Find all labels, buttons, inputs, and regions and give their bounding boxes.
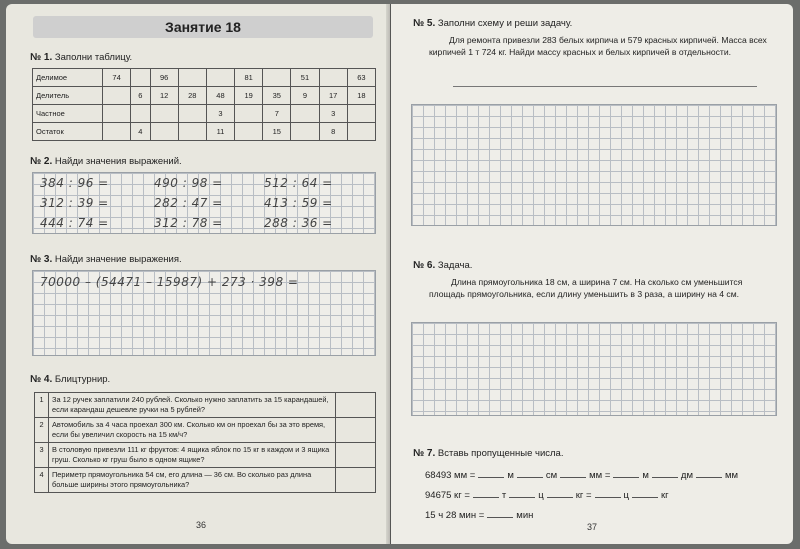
task4-heading	[30, 374, 110, 385]
task1-number: № 1.	[30, 52, 53, 63]
unit-label: мм	[724, 470, 739, 481]
blank-field[interactable]	[547, 490, 573, 498]
unit-label: ц	[538, 490, 544, 501]
blitz-row	[35, 417, 376, 442]
left-page-number: 36	[196, 520, 207, 530]
table-cell: 74	[103, 69, 131, 87]
task6-grid[interactable]	[411, 322, 777, 416]
table-cell: 18	[347, 87, 375, 105]
table-cell: 35	[263, 87, 291, 105]
blitz-answer-cell[interactable]	[336, 442, 376, 467]
expression: 312 : 78 =	[154, 216, 223, 230]
table-cell: 48	[206, 87, 234, 105]
table-cell[interactable]	[103, 105, 131, 123]
task3-heading	[30, 254, 182, 265]
table-row	[33, 105, 376, 123]
row-label: Остаток	[33, 123, 103, 141]
table-row	[33, 87, 376, 105]
conversion-line-2	[425, 490, 669, 501]
unit-label: м	[642, 470, 649, 481]
blank-field[interactable]	[473, 490, 499, 498]
task5-heading	[413, 18, 572, 29]
table-cell[interactable]	[178, 69, 206, 87]
table-cell: 11	[206, 123, 234, 141]
table-cell[interactable]	[347, 105, 375, 123]
blitz-answer-cell[interactable]	[336, 417, 376, 442]
task6-text: Задача.	[437, 260, 473, 271]
table-cell[interactable]	[103, 123, 131, 141]
unit-label: кг =	[575, 490, 592, 501]
table-cell[interactable]	[103, 87, 131, 105]
blitz-number: 2	[35, 417, 49, 442]
blank-field[interactable]	[509, 490, 535, 498]
table-cell[interactable]	[150, 105, 178, 123]
task6-number: № 6.	[413, 260, 436, 271]
unit-label: мм =	[589, 470, 611, 481]
unit-label: кг	[660, 490, 669, 501]
task5-problem: Для ремонта привезли 283 белых кирпича и 579 красных кирпичей. Масса всех кирпичей 1 т 724 кг. Найди массу красных и белых кирпичей в отдельности.	[429, 35, 767, 58]
task4-text: Блицтурнир.	[54, 374, 111, 385]
blitz-question: Автомобиль за 4 часа проехал 300 км. Сколько км он проехал бы за это время, если бы увеличил скорость на 15 км/ч?	[49, 417, 336, 442]
unit-label: т	[501, 490, 507, 501]
table-cell[interactable]	[131, 105, 150, 123]
task7-number: № 7.	[413, 448, 436, 459]
task4-number: № 4.	[30, 374, 53, 385]
task6-problem: Длина прямоугольника 18 см, а ширина 7 см. На сколько см уменьшится площадь прямоугольника, если длину уменьшить в 3 раза, а ширину на 4 см.	[429, 277, 743, 300]
task3-expression: 70000 – (54471 – 15987) + 273 · 398 =	[40, 275, 299, 289]
task1-text: Заполни таблицу.	[54, 52, 133, 63]
table-cell: 15	[263, 123, 291, 141]
blitz-number: 1	[35, 393, 49, 418]
blank-field[interactable]	[595, 490, 621, 498]
table-cell[interactable]	[291, 123, 319, 141]
task6-heading	[413, 260, 472, 271]
table-cell[interactable]	[206, 69, 234, 87]
blank-field[interactable]	[613, 470, 639, 478]
table-cell: 19	[235, 87, 263, 105]
unit-label: мин	[516, 510, 534, 521]
table-cell: 8	[319, 123, 347, 141]
expression: 282 : 47 =	[154, 196, 223, 210]
task3-number: № 3.	[30, 254, 53, 265]
unit-label: дм	[680, 470, 693, 481]
blitz-row	[35, 467, 376, 492]
expression: 288 : 36 =	[264, 216, 333, 230]
table-cell: 4	[131, 123, 150, 141]
blank-field[interactable]	[632, 490, 658, 498]
blitz-question: Периметр прямоугольника 54 см, его длина — 36 см. Во сколько раз длина больше ширины этого прямоугольника?	[49, 467, 336, 492]
blank-field[interactable]	[652, 470, 678, 478]
expression: 384 : 96 =	[40, 176, 109, 190]
blank-field[interactable]	[560, 470, 586, 478]
task2-number: № 2.	[30, 156, 53, 167]
table-cell[interactable]	[291, 105, 319, 123]
table-cell[interactable]	[178, 105, 206, 123]
expression: 444 : 74 =	[40, 216, 109, 230]
unit-label: см	[545, 470, 558, 481]
blitz-question: За 12 ручек заплатили 240 рублей. Сколько нужно заплатить за 15 карандашей, если карандаш дешевле ручки на 5 рублей?	[49, 393, 336, 418]
task3-text: Найди значение выражения.	[54, 254, 182, 265]
conversion-line-1	[425, 470, 738, 481]
right-page-number: 37	[587, 522, 598, 532]
blitz-number: 3	[35, 442, 49, 467]
conversion-start: 15 ч 28 мин =	[425, 510, 485, 521]
row-label: Делитель	[33, 87, 103, 105]
blitz-answer-cell[interactable]	[336, 393, 376, 418]
lesson-title: Занятие 18	[33, 16, 373, 38]
expression: 413 : 59 =	[264, 196, 333, 210]
task1-heading	[30, 52, 132, 63]
table-cell: 6	[131, 87, 150, 105]
task5-answer-line[interactable]	[453, 86, 757, 87]
table-cell: 12	[150, 87, 178, 105]
table-cell: 81	[235, 69, 263, 87]
left-page	[6, 4, 390, 544]
blank-field[interactable]	[696, 470, 722, 478]
table-cell[interactable]	[235, 123, 263, 141]
expression: 490 : 98 =	[154, 176, 223, 190]
table-cell[interactable]	[150, 123, 178, 141]
table-cell[interactable]	[347, 123, 375, 141]
table-cell: 51	[291, 69, 319, 87]
table-cell[interactable]	[319, 69, 347, 87]
table-cell: 17	[319, 87, 347, 105]
task5-number: № 5.	[413, 18, 436, 29]
blank-field[interactable]	[478, 470, 504, 478]
unit-label: ц	[623, 490, 629, 501]
blitz-table	[34, 392, 376, 493]
expression: 512 : 64 =	[264, 176, 333, 190]
table-cell: 9	[291, 87, 319, 105]
blank-field[interactable]	[517, 470, 543, 478]
table-row	[33, 69, 376, 87]
table-cell: 63	[347, 69, 375, 87]
unit-label: м	[507, 470, 514, 481]
blitz-number: 4	[35, 467, 49, 492]
division-table	[32, 68, 376, 141]
task2-text: Найди значения выражений.	[54, 156, 182, 167]
conversion-line-3	[425, 510, 533, 521]
task7-text: Вставь пропущенные числа.	[437, 448, 564, 459]
table-cell: 3	[319, 105, 347, 123]
row-label: Делимое	[33, 69, 103, 87]
expression: 312 : 39 =	[40, 196, 109, 210]
right-page	[391, 4, 793, 544]
task5-text: Заполни схему и реши задачу.	[437, 18, 573, 29]
row-label: Частное	[33, 105, 103, 123]
conversion-start: 68493 мм =	[425, 470, 476, 481]
table-cell[interactable]	[131, 69, 150, 87]
task2-heading	[30, 156, 182, 167]
table-cell[interactable]	[235, 105, 263, 123]
task7-heading	[413, 448, 563, 459]
table-cell: 3	[206, 105, 234, 123]
blitz-row	[35, 393, 376, 418]
table-row	[33, 123, 376, 141]
table-cell: 28	[178, 87, 206, 105]
table-cell[interactable]	[263, 69, 291, 87]
blank-field[interactable]	[487, 510, 513, 518]
blitz-row	[35, 442, 376, 467]
table-cell: 7	[263, 105, 291, 123]
table-cell[interactable]	[178, 123, 206, 141]
table-cell: 96	[150, 69, 178, 87]
blitz-question: В столовую привезли 111 кг фруктов: 4 ящика яблок по 15 кг в каждом и 3 ящика груш. Сколько кг груш было в одном ящике?	[49, 442, 336, 467]
conversion-start: 94675 кг =	[425, 490, 470, 501]
task5-grid[interactable]	[411, 104, 777, 226]
blitz-answer-cell[interactable]	[336, 467, 376, 492]
